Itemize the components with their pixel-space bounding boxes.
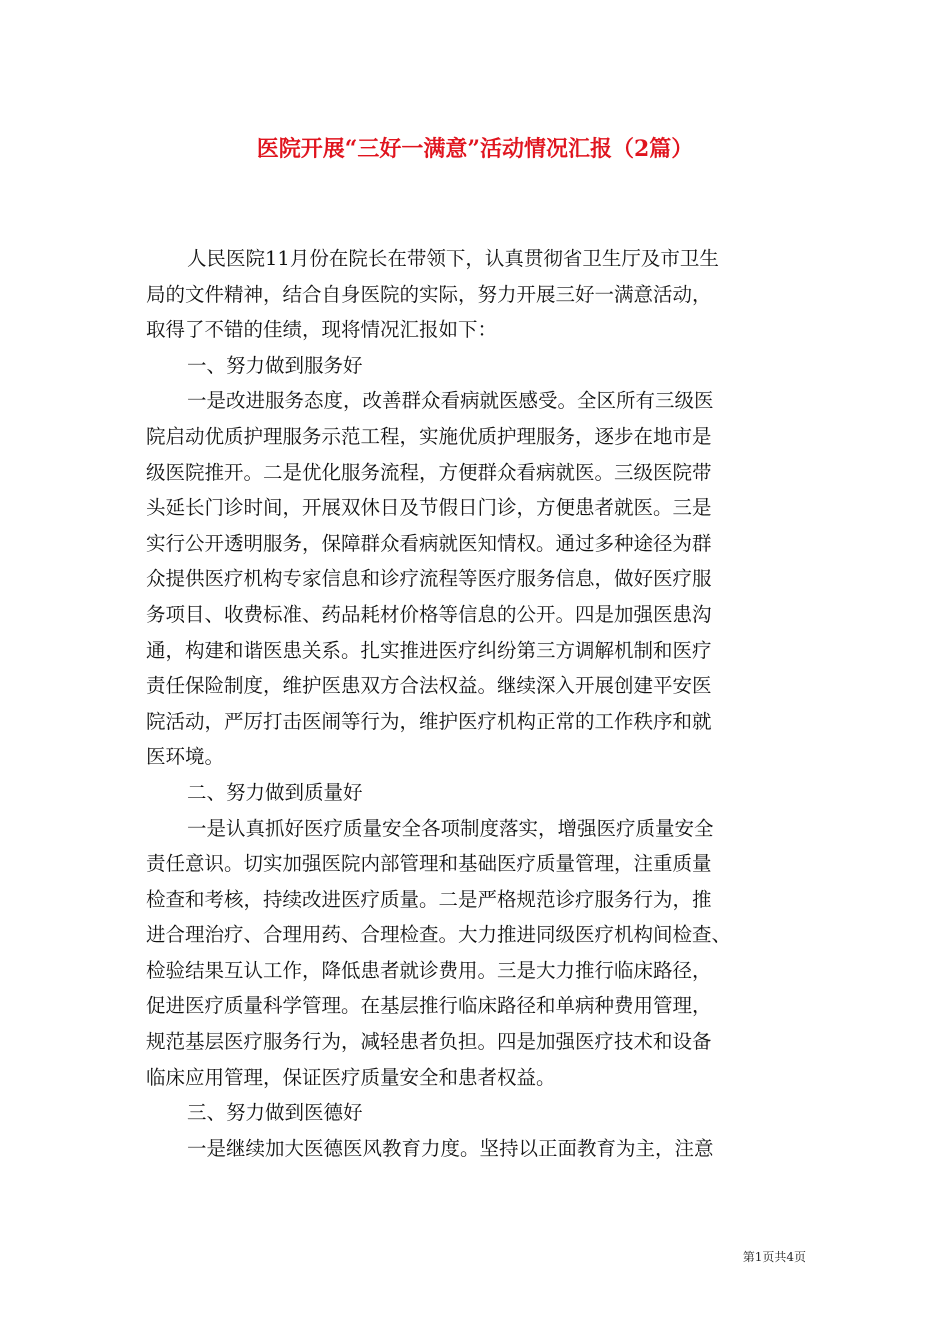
paragraph-line: 头延长门诊时间，开展双休日及节假日门诊，方便患者就医。三是 bbox=[146, 496, 712, 520]
paragraph-line: 院活动，严厉打击医闹等行为，维护医疗机构正常的工作秩序和就 bbox=[146, 709, 712, 733]
paragraph-line: 务项目、收费标准、药品耗材价格等信息的公开。四是加强医患沟 bbox=[146, 602, 712, 626]
paragraph-line: 通，构建和谐医患关系。扎实推进医疗纠纷第三方调解机制和医疗 bbox=[146, 638, 712, 662]
paragraph-line: 责任意识。切实加强医院内部管理和基础医疗质量管理，注重质量 bbox=[146, 852, 712, 876]
paragraph-line: 一是继续加大医德医风教育力度。坚持以正面教育为主，注意 bbox=[187, 1136, 714, 1160]
paragraph-line: 众提供医疗机构专家信息和诊疗流程等医疗服务信息，做好医疗服 bbox=[146, 567, 712, 591]
paragraph-line: 检验结果互认工作，降低患者就诊费用。三是大力推行临床路径， bbox=[146, 958, 712, 982]
paragraph-line: 人民医院11月份在院长在带领下，认真贯彻省卫生厅及市卫生 bbox=[187, 247, 719, 270]
paragraph-line: 医环境。 bbox=[146, 745, 225, 769]
section-heading: 二、努力做到质量好 bbox=[187, 780, 363, 804]
paragraph-line: 一是认真抓好医疗质量安全各项制度落实，增强医疗质量安全 bbox=[187, 816, 714, 840]
document-title: 医院开展“三好一满意”活动情况汇报（2篇） bbox=[256, 136, 694, 162]
paragraph-line: 院启动优质护理服务示范工程，实施优质护理服务，逐步在地市是 bbox=[146, 424, 712, 448]
paragraph-line: 规范基层医疗服务行为，减轻患者负担。四是加强医疗技术和设备 bbox=[146, 1030, 712, 1054]
paragraph-line: 级医院推开。二是优化服务流程，方便群众看病就医。三级医院带 bbox=[146, 460, 712, 484]
section-heading: 一、努力做到服务好 bbox=[187, 353, 363, 377]
paragraph-line: 临床应用管理，保证医疗质量安全和患者权益。 bbox=[146, 1065, 556, 1089]
paragraph-line: 进合理治疗、合理用药、合理检查。大力推进同级医疗机构间检查、 bbox=[146, 923, 732, 947]
paragraph-line: 一是改进服务态度，改善群众看病就医感受。全区所有三级医 bbox=[187, 389, 714, 413]
paragraph-line: 责任保险制度，维护医患双方合法权益。继续深入开展创建平安医 bbox=[146, 674, 712, 698]
document-body bbox=[146, 241, 806, 1166]
paragraph-line: 局的文件精神，结合自身医院的实际，努力开展三好一满意活动， bbox=[146, 282, 712, 306]
paragraph-line: 实行公开透明服务，保障群众看病就医知情权。通过多种途径为群 bbox=[146, 531, 712, 555]
page-number: 第1页共4页 bbox=[742, 1250, 806, 1264]
paragraph-line: 促进医疗质量科学管理。在基层推行临床路径和单病种费用管理， bbox=[146, 994, 712, 1018]
paragraph-line: 取得了不错的佳绩，现将情况汇报如下： bbox=[146, 318, 498, 342]
paragraph-line: 检查和考核，持续改进医疗质量。二是严格规范诊疗服务行为，推 bbox=[146, 887, 712, 911]
section-heading: 三、努力做到医德好 bbox=[187, 1101, 363, 1125]
